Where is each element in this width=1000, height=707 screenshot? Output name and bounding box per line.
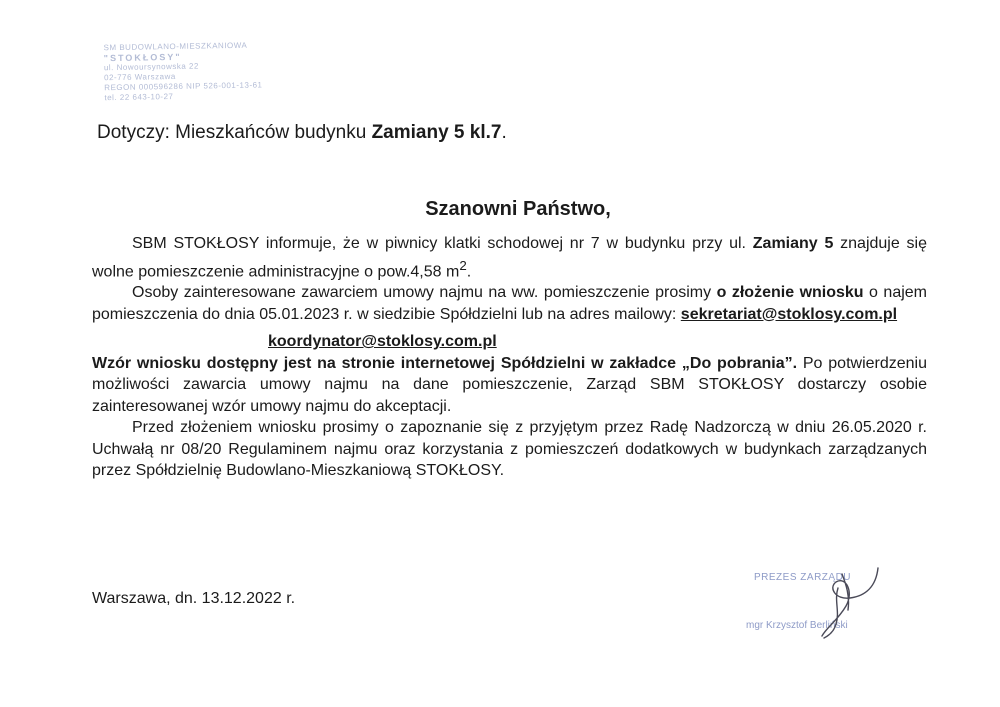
paragraph-text: SBM STOKŁOSY informuje, że w piwnicy klatki schodowej nr 7 w budynku przy ul. bbox=[132, 235, 753, 252]
stamp-line: "STOKŁOSY" bbox=[103, 51, 182, 64]
organization-stamp bbox=[103, 40, 263, 103]
signature-stamp bbox=[738, 566, 898, 646]
email-link-coordinator[interactable]: koordynator@stoklosy.com.pl bbox=[268, 333, 497, 351]
paragraph-text: Przed złożeniem wniosku prosimy o zapoznanie się z przyjętym przez Radę Nadzorczą w dniu 26.05.2020 r. Uchwałą nr 08/20 Regulaminem najmu oraz korzystania z pomieszczeń dodatkowych w budynkach zarządzanych przez Spółdzielnię Budowlano-Mieszkaniową STOKŁOSY. bbox=[92, 419, 927, 480]
stamp-line: 02-776 Warszawa bbox=[104, 71, 176, 83]
subject-suffix: . bbox=[501, 122, 507, 143]
area-unit: m bbox=[441, 262, 460, 280]
place-and-date: Warszawa, dn. 13.12.2022 r. bbox=[92, 590, 296, 607]
paragraph-text: Osoby zainteresowane zawarciem umowy najmu na ww. pomieszczenie prosimy bbox=[132, 284, 717, 302]
paragraph-text: Po potwierdzeniu możliwości zawarcia umowy najmu na dane pomieszczenie, Zarząd SBM STOKŁOSY dostarczy osobie zainteresowanej wzór umowy najmu do akceptacji. bbox=[92, 354, 928, 415]
greeting: Szanowni Państwo, bbox=[425, 198, 611, 220]
paragraph-application bbox=[92, 282, 927, 353]
paragraph-text: o najem pomieszczenia do dnia 05.01.2023 r. w siedzibie Spółdzielni lub na adres mailowy: bbox=[92, 284, 928, 323]
subject-building: Zamiany 5 kl.7 bbox=[371, 122, 502, 143]
stamp-line: tel. 22 643-10-27 bbox=[104, 92, 174, 103]
building-address: Zamiany 5 bbox=[752, 235, 834, 252]
form-download-info: Wzór wniosku dostępny jest na stronie internetowej Spółdzielni w zakładce „Do pobrania”. bbox=[92, 354, 798, 372]
stamp-line: ul. Nowoursynowska 22 bbox=[103, 61, 199, 73]
email-link-secretariat[interactable]: sekretariat@stoklosy.com.pl bbox=[680, 305, 898, 323]
paragraph-regulations bbox=[92, 417, 927, 482]
subject-prefix: Dotyczy: Mieszkańców budynku bbox=[97, 122, 372, 143]
handwritten-signature-icon bbox=[738, 566, 898, 646]
paragraph-text: . bbox=[466, 262, 472, 280]
signature-title: PREZES ZARZĄDU bbox=[754, 572, 852, 583]
stamp-line: REGON 000596286 NIP 526-001-13-61 bbox=[104, 80, 263, 93]
letter-body bbox=[92, 233, 927, 482]
signature-name: mgr Krzysztof Berliński bbox=[746, 620, 848, 631]
paragraph-announcement bbox=[92, 233, 927, 282]
area-unit-exponent: 2 bbox=[459, 257, 467, 273]
paragraph-form-info bbox=[92, 353, 927, 418]
subject-line bbox=[97, 122, 507, 144]
submit-application-emphasis: o złożenie wniosku bbox=[716, 284, 864, 302]
room-area: 4,58 bbox=[410, 262, 442, 280]
stamp-line: SM BUDOWLANO-MIESZKANIOWA bbox=[103, 40, 248, 53]
paragraph-text: znajduje się wolne pomieszczenie administracyjne o pow. bbox=[92, 235, 927, 280]
